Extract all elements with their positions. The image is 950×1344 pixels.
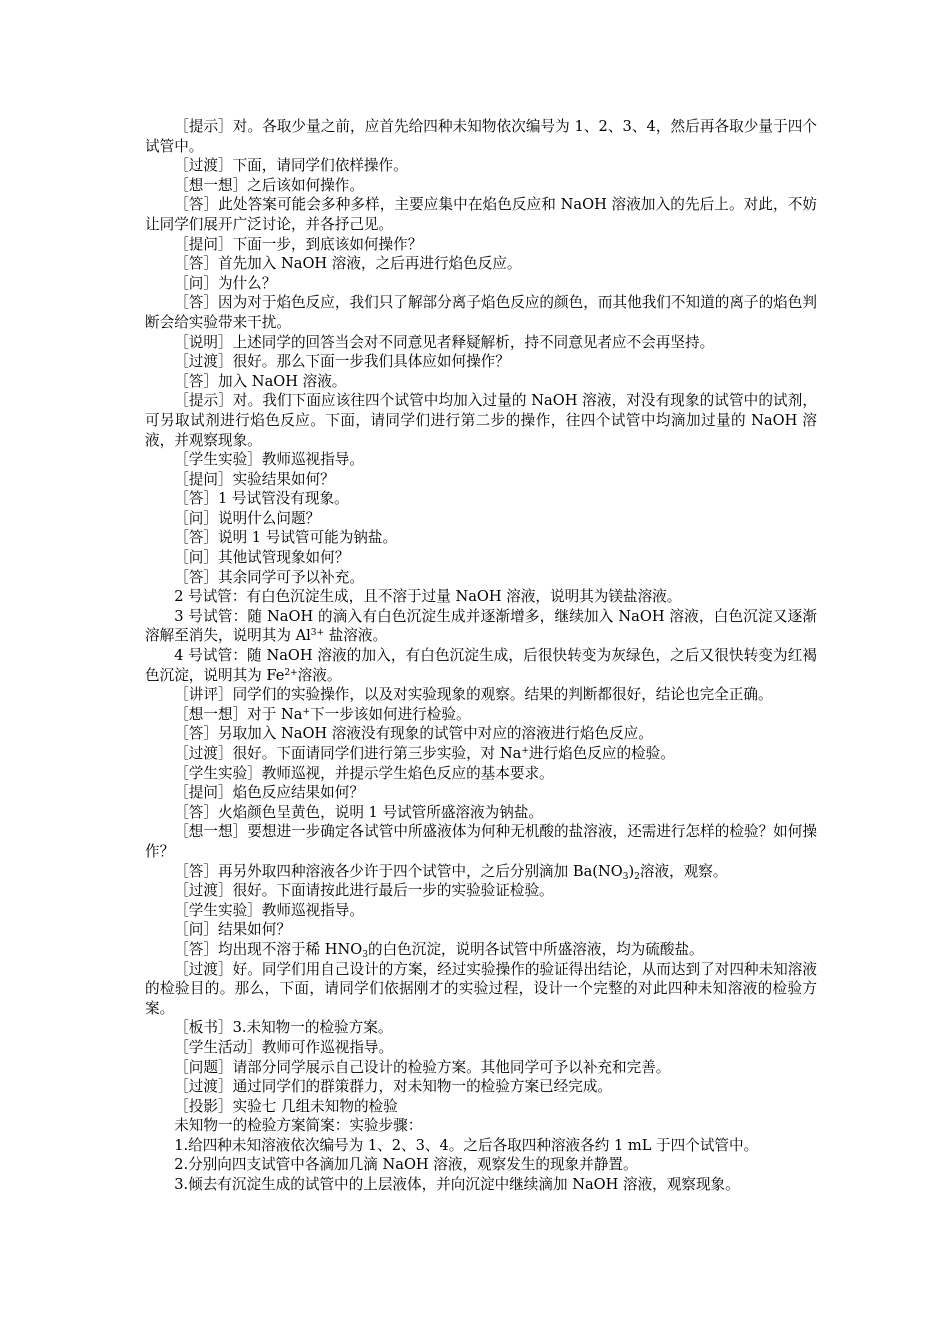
paragraph: ［过渡］好。同学们用自己设计的方案，经过实验操作的验证得出结论，从而达到了对四种未知溶液的检验目的。那么，下面，请同学们依据刚才的实验过程，设计一个完整的对此四种未知溶液的检验方案。 bbox=[145, 960, 817, 1017]
paragraph: ［答］再另外取四种溶液各少许于四个试管中，之后分别滴加 $Ba(NO_3)_2$溶液，观察。 bbox=[174, 862, 728, 882]
paragraph: 2.分别向四支试管中各滴加几滴 NaOH 溶液，观察发生的现象并静置。 bbox=[174, 1156, 638, 1174]
paragraph: ［过渡］很好。那么下面一步我们具体应如何操作？ bbox=[174, 353, 510, 371]
paragraph: 2 号试管：有白色沉淀生成，且不溶于过量 NaOH 溶液，说明其为镁盐溶液。 bbox=[174, 588, 682, 606]
paragraph: ［问题］请部分同学展示自己设计的检验方案。其他同学可予以补充和完善。 bbox=[174, 1058, 671, 1076]
paragraph: 1.给四种未知溶液依次编号为 1、2、3、4。之后各取四种溶液各约 1 mL 于四个试管中。 bbox=[174, 1136, 759, 1154]
paragraph: ［学生实验］教师巡视指导。 bbox=[174, 451, 364, 469]
paragraph: ［学生实验］教师巡视，并提示学生焰色反应的基本要求。 bbox=[174, 764, 554, 782]
paragraph: ［想一想］之后该如何操作。 bbox=[174, 176, 364, 194]
paragraph: ［想一想］对于 Na+下一步该如何进行检验。 bbox=[174, 705, 471, 723]
paragraph: ［说明］上述同学的回答当会对不同意见者释疑解析，持不同意见者应不会再坚持。 bbox=[174, 333, 715, 351]
paragraph: ［讲评］同学们的实验操作，以及对实验现象的观察。结果的判断都很好，结论也完全正确。 bbox=[174, 686, 773, 704]
paragraph: ［问］结果如何？ bbox=[174, 921, 291, 939]
paragraph: ［过渡］下面，请同学们依样操作。 bbox=[174, 157, 408, 175]
paragraph: 3.倾去有沉淀生成的试管中的上层液体，并向沉淀中继续滴加 NaOH 溶液，观察现象。 bbox=[174, 1176, 740, 1194]
paragraph: ［投影］实验七 几组未知物的检验 bbox=[174, 1097, 398, 1115]
paragraph: ［答］1 号试管没有现象。 bbox=[174, 490, 349, 508]
paragraph: ［提问］焰色反应结果如何？ bbox=[174, 784, 364, 802]
paragraph: ［答］说明 1 号试管可能为钠盐。 bbox=[174, 529, 398, 547]
paragraph: 4 号试管：随 NaOH 溶液的加入，有白色沉淀生成，后很快转变为灰绿色，之后又很快转变为红褐色沉淀，说明其为 $Fe^{2+}$溶液。 bbox=[145, 647, 817, 684]
paragraph: 未知物一的检验方案简案：实验步骤： bbox=[174, 1117, 423, 1135]
paragraph: ［答］因为对于焰色反应，我们只了解部分离子焰色反应的颜色，而其他我们不知道的离子的焰色判断会给实验带来干扰。 bbox=[145, 294, 817, 331]
paragraph: ［答］首先加入 NaOH 溶液，之后再进行焰色反应。 bbox=[174, 255, 522, 273]
paragraph: ［提示］对。我们下面应该往四个试管中均加入过量的 NaOH 溶液，对没有现象的试管中的试剂，可另取试剂进行焰色反应。下面，请同学们进行第二步的操作，往四个试管中均滴加过量的 NaOH 溶液，并观察现象。 bbox=[145, 392, 817, 449]
paragraph: ［学生活动］教师可作巡视指导。 bbox=[174, 1038, 394, 1056]
paragraph: ［提示］对。各取少量之前，应首先给四种未知物依次编号为 1、2、3、4，然后再各取少量于四个试管中。 bbox=[145, 118, 817, 155]
paragraph: ［想一想］要想进一步确定各试管中所盛液体为何种无机酸的盐溶液，还需进行怎样的检验？如何操作？ bbox=[145, 823, 817, 860]
paragraph: ［过渡］通过同学们的群策群力，对未知物一的检验方案已经完成。 bbox=[174, 1078, 613, 1096]
paragraph: 3 号试管：随 NaOH 的滴入有白色沉淀生成并逐渐增多，继续加入 NaOH 溶液，白色沉淀又逐渐溶解至消失，说明其为 $Al^{3+}$ 盐溶液。 bbox=[145, 607, 817, 645]
paragraph: ［答］加入 NaOH 溶液。 bbox=[174, 372, 347, 390]
paragraph: ［答］另取加入 NaOH 溶液没有现象的试管中对应的溶液进行焰色反应。 bbox=[174, 725, 653, 743]
paragraph: ［答］其余同学可予以补充。 bbox=[174, 568, 364, 586]
paragraph: ［问］为什么？ bbox=[174, 274, 277, 292]
paragraph: ［提问］下面一步，到底该如何操作？ bbox=[174, 235, 423, 253]
paragraph: ［答］此处答案可能会多种多样，主要应集中在焰色反应和 NaOH 溶液加入的先后上。对此，不妨让同学们展开广泛讨论，并各抒己见。 bbox=[145, 196, 817, 233]
paragraph: ［提问］实验结果如何？ bbox=[174, 470, 335, 488]
paragraph: ［答］火焰颜色呈黄色，说明 1 号试管所盛溶液为钠盐。 bbox=[174, 803, 544, 821]
paragraph: ［过渡］很好。下面请同学们进行第三步实验，对 Na+进行焰色反应的检验。 bbox=[174, 745, 675, 762]
paragraph: ［学生实验］教师巡视指导。 bbox=[174, 901, 364, 919]
paragraph: ［问］其他试管现象如何？ bbox=[174, 549, 350, 567]
paragraph: ［问］说明什么问题？ bbox=[174, 509, 321, 527]
paragraph: ［板书］3.未知物一的检验方案。 bbox=[174, 1019, 393, 1037]
paragraph: ［答］均出现不溶于稀 $HNO_3$的白色沉淀，说明各试管中所盛溶液，均为硫酸盐。 bbox=[174, 940, 704, 960]
paragraph: ［过渡］很好。下面请按此进行最后一步的实验验证检验。 bbox=[174, 882, 554, 900]
document-body bbox=[145, 117, 817, 1195]
